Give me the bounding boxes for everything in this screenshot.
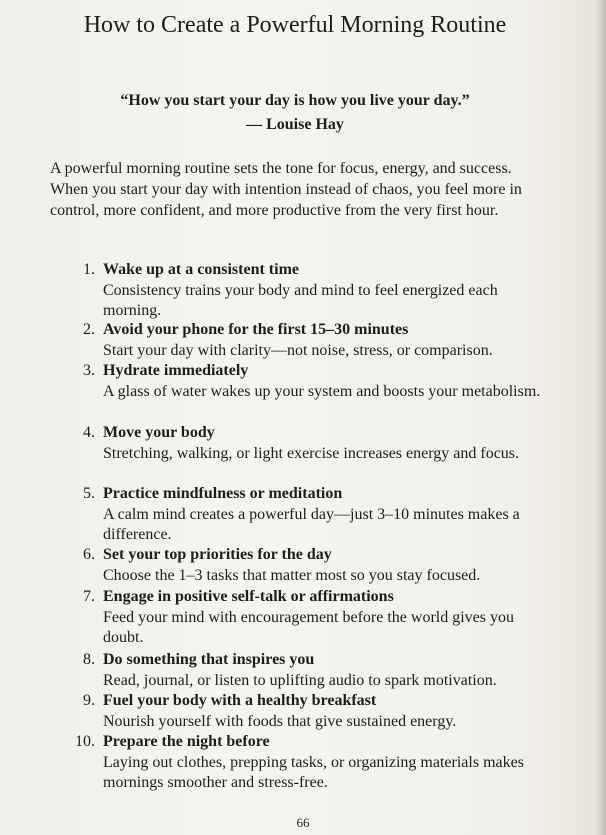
step-description: Stretching, walking, or light exercise increases energy and focus. [103,445,520,462]
step-heading: Set your top priorities for the day [103,546,332,563]
step-heading: Wake up at a consistent time [103,261,299,278]
step-description: Feed your mind with encouragement before the world gives you doubt. [103,609,514,646]
step-number: 7. [83,588,95,605]
step-heading: Avoid your phone for the first 15–30 minutes [103,321,409,338]
step-number: 4. [83,424,95,441]
step-description: Nourish yourself with foods that give sustained energy. [103,713,457,730]
step-heading: Practice mindfulness or meditation [103,485,343,502]
step-heading: Do something that inspires you [103,651,315,668]
step-heading: Prepare the night before [103,733,270,750]
page-number: 66 [296,815,310,830]
step-description: Start your day with clarity—not noise, stress, or comparison. [103,342,493,359]
epigraph-attribution: — Louise Hay [246,116,344,133]
step-description: Choose the 1–3 tasks that matter most so you stay focused. [103,567,481,584]
step-number: 5. [83,485,95,502]
step-number: 9. [83,692,95,709]
step-heading: Fuel your body with a healthy breakfast [103,692,377,709]
step-number: 6. [83,546,95,563]
page-title: How to Create a Powerful Morning Routine [83,12,507,38]
step-number: 8. [83,651,95,668]
step-description: A glass of water wakes up your system and boosts your metabolism. [103,383,541,400]
step-number: 1. [83,261,95,278]
step-number: 2. [83,321,95,338]
step-number: 3. [83,362,95,379]
step-description: Read, journal, or listen to uplifting audio to spark motivation. [103,672,497,689]
step-description: Laying out clothes, prepping tasks, or organizing materials makes mornings smoother and stress-free. [103,754,524,791]
step-heading: Engage in positive self-talk or affirmations [103,588,394,605]
step-heading: Move your body [103,424,215,441]
step-heading: Hydrate immediately [103,362,249,379]
intro-paragraph: A powerful morning routine sets the tone for focus, energy, and success. When you start your day with intention instead of chaos, you feel more in control, more confident, and more productive from the very first hour. [50,160,522,219]
step-description: A calm mind creates a powerful day—just 3–10 minutes makes a difference. [103,506,520,543]
step-description: Consistency trains your body and mind to feel energized each morning. [103,282,498,319]
epigraph-quote: “How you start your day is how you live your day.” [120,92,470,109]
step-number: 10. [75,733,95,750]
